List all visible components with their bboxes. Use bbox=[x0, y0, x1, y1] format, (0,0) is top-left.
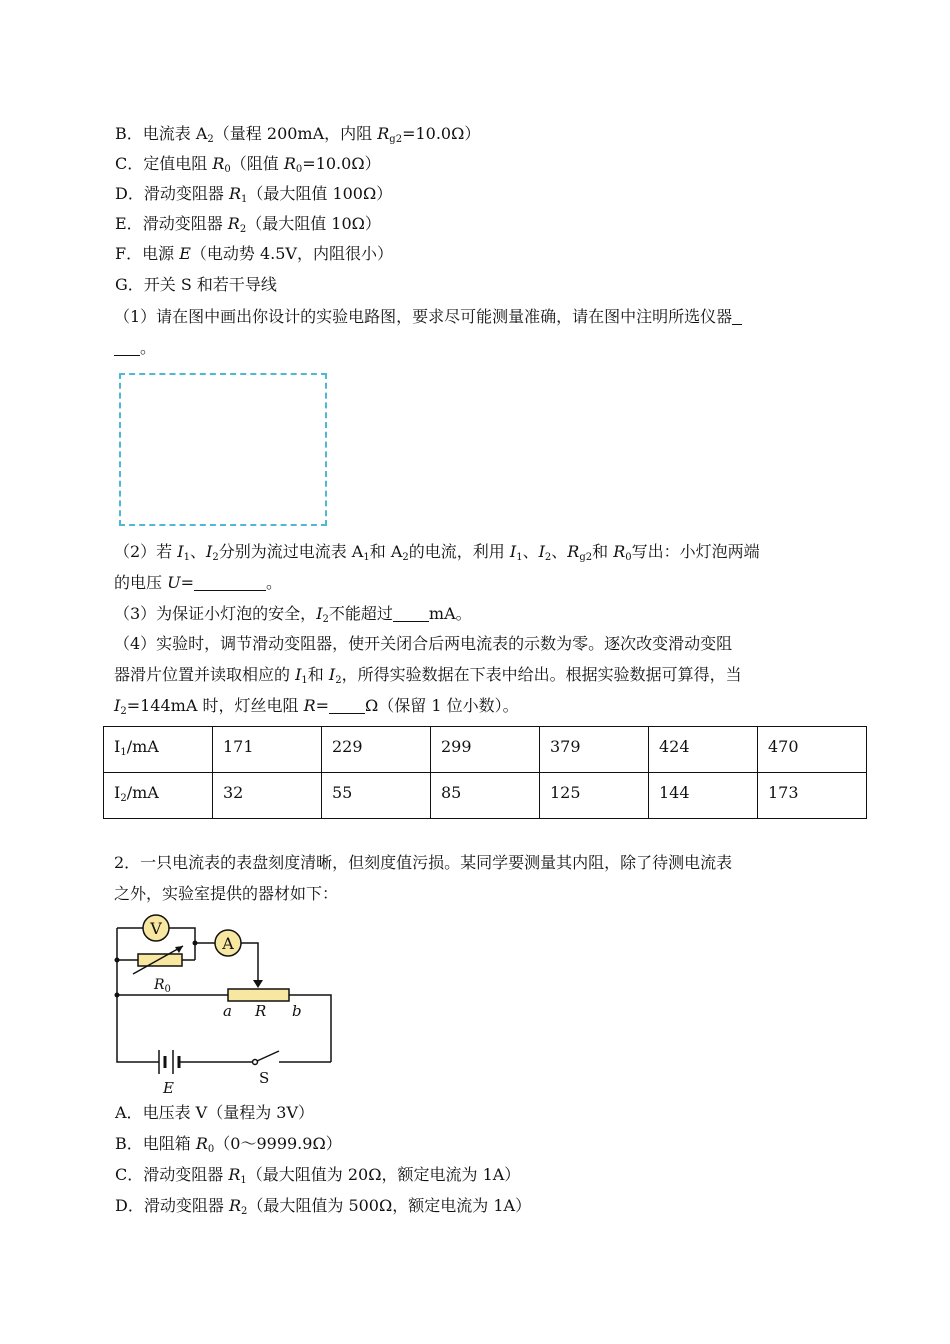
option-g: G．开关 S 和若干导线 bbox=[115, 275, 277, 294]
table-cell: 144 bbox=[649, 773, 758, 819]
table-cell: 424 bbox=[649, 727, 758, 773]
r0-label: $R_0$ bbox=[154, 977, 171, 995]
data-table bbox=[103, 726, 867, 819]
battery-label: E bbox=[163, 1079, 174, 1097]
answer-blank-1a[interactable] bbox=[732, 308, 742, 325]
option-f: F．电源 E（电动势 4.5V，内阻很小） bbox=[115, 244, 393, 263]
table-row bbox=[104, 773, 867, 819]
row-header: $I_2/mA$ bbox=[104, 773, 213, 819]
battery-symbol bbox=[159, 1050, 179, 1074]
node bbox=[193, 941, 198, 946]
table-cell: 171 bbox=[213, 727, 322, 773]
option-c: C．定值电阻 $R_0$（阻值 $R_0=10.0\Omega$） bbox=[115, 154, 381, 175]
wire-bottom-left bbox=[117, 1056, 159, 1062]
q2-option-c: C．滑动变阻器 $R_1$（最大阻值为 20Ω，额定电流为 1A） bbox=[115, 1165, 521, 1186]
option-e: E．滑动变阻器 $R_2$（最大阻值 10Ω） bbox=[115, 214, 381, 235]
voltmeter-label: V bbox=[150, 919, 162, 938]
switch-contact bbox=[253, 1060, 258, 1065]
table-cell: 32 bbox=[213, 773, 322, 819]
circuit-diagram bbox=[105, 910, 345, 1100]
answer-blank-3[interactable] bbox=[393, 605, 429, 622]
switch-lever bbox=[257, 1051, 279, 1061]
node bbox=[115, 958, 120, 963]
q2-option-d: D．滑动变阻器 $R_2$（最大阻值为 500Ω，额定电流为 1A） bbox=[115, 1196, 532, 1217]
table-cell: 85 bbox=[431, 773, 540, 819]
terminal-a-label: a bbox=[223, 1002, 232, 1020]
table-cell: 125 bbox=[540, 773, 649, 819]
q1-part3: （3）为保证小灯泡的安全，$I_2$不能超过 mA。 bbox=[114, 604, 472, 625]
q1-part2-line1: （2）若 $I_1$、$I_2$分别为流过电流表 $A_1$和 $A_2$的电流，利用 $I_1$、$I_2$、$R_{g2}$和 $R_0$写出：小灯泡两端 bbox=[114, 542, 760, 563]
table-row bbox=[104, 727, 867, 773]
q2-line2: 之外，实验室提供的器材如下： bbox=[114, 884, 339, 903]
q1-part4-line2: 器滑片位置并读取相应的 $I_1$和 $I_2$，所得实验数据在下表中给出。根据实验数据可算得，当 bbox=[114, 665, 742, 686]
answer-blank-1b[interactable] bbox=[114, 339, 140, 356]
q2-option-b: B．电阻箱 $R_0(0\sim 9999.9\Omega)$ bbox=[115, 1134, 342, 1155]
table-cell: 229 bbox=[322, 727, 431, 773]
answer-blank-2[interactable] bbox=[194, 574, 266, 591]
rheostat-box bbox=[228, 989, 289, 1001]
table-cell: 173 bbox=[758, 773, 867, 819]
ammeter-label: A bbox=[222, 934, 234, 953]
q1-part2-line2: 的电压 U= 。 bbox=[114, 573, 282, 592]
answer-blank-4[interactable] bbox=[329, 697, 365, 714]
rheostat-label: R bbox=[255, 1002, 267, 1020]
q1-part1-line1: （1）请在图中画出你设计的实验电路图，要求尽可能测量准确，请在图中注明所选仪器 bbox=[114, 306, 742, 328]
q1-part4-line3: $I_2=144mA$ 时，灯丝电阻 R= Ω（保留 1 位小数）。 bbox=[114, 696, 519, 717]
table-cell: 55 bbox=[322, 773, 431, 819]
q2-option-a: A．电压表 V（量程为 3V） bbox=[115, 1103, 315, 1122]
circuit-drawing-box[interactable] bbox=[119, 373, 327, 526]
row-header: $I_1/mA$ bbox=[104, 727, 213, 773]
wire-ammeter-slider bbox=[241, 943, 258, 982]
terminal-b-label: b bbox=[292, 1002, 302, 1020]
resistor-box-r0 bbox=[138, 954, 182, 966]
q2-line1: 2．一只电流表的表盘刻度清晰，但刻度值污损。某同学要测量其内阻，除了待测电流表 bbox=[114, 853, 733, 872]
q1-part4-line1: （4）实验时，调节滑动变阻器，使开关闭合后两电流表的示数为零。逐次改变滑动变阻 bbox=[114, 634, 733, 653]
table-cell: 299 bbox=[431, 727, 540, 773]
node bbox=[115, 993, 120, 998]
table-cell: 379 bbox=[540, 727, 649, 773]
slider-arrow-icon bbox=[253, 980, 263, 988]
q1-part1-line2: 。 bbox=[114, 337, 156, 359]
option-b: B．电流表 $A_2$（量程 200mA，内阻 $R_{g2}=10.0\Omega$） bbox=[115, 124, 481, 145]
switch-label: S bbox=[259, 1069, 270, 1087]
option-d: D．滑动变阻器 $R_1$（最大阻值 100Ω） bbox=[115, 184, 393, 205]
table-cell: 470 bbox=[758, 727, 867, 773]
